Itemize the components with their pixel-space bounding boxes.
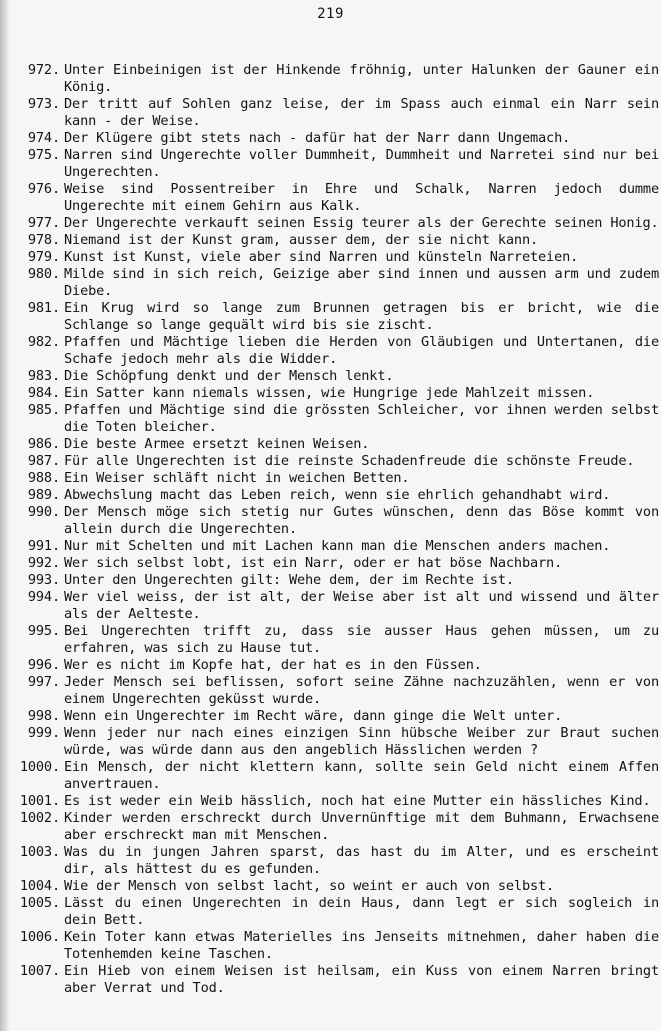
entry-text: Wenn ein Ungerechter im Recht wäre, dann ginge die Welt unter. (64, 708, 563, 724)
entry-number: 998. (27, 708, 60, 724)
entry-number: 980. (27, 266, 60, 282)
aphorism-entry (14, 844, 659, 878)
aphorism-entry (14, 232, 659, 249)
entry-number: 979. (27, 249, 60, 265)
entry-text: Ein Mensch, der nicht klettern kann, sollte sein Geld nicht einem Affen anvertrauen. (64, 759, 659, 792)
aphorism-entry (14, 300, 659, 334)
entry-number: 981. (27, 300, 60, 316)
entry-number: 997. (27, 674, 60, 690)
entry-text: Für alle Ungerechten ist die reinste Schadenfreude die schönste Freude. (64, 453, 635, 469)
entry-text: Es ist weder ein Weib hässlich, noch hat eine Mutter ein hässliches Kind. (64, 793, 651, 809)
entry-number: 1004. (19, 878, 60, 894)
entry-number: 982. (27, 334, 60, 350)
aphorism-entry (14, 96, 659, 130)
aphorism-entry (14, 504, 659, 538)
entry-text: Wer sich selbst lobt, ist ein Narr, oder er hat böse Nachbarn. (64, 555, 563, 571)
aphorism-entry (14, 62, 659, 96)
entry-number: 1006. (19, 929, 60, 945)
aphorism-entry (14, 249, 659, 266)
aphorism-entry (14, 436, 659, 453)
entry-number: 976. (27, 181, 60, 197)
entry-text: Milde sind in sich reich, Geizige aber sind innen und aussen arm und zudem Diebe. (64, 266, 659, 299)
aphorism-entry (14, 725, 659, 759)
entry-number: 1007. (19, 963, 60, 979)
entry-text: Pfaffen und Mächtige sind die grössten Schleicher, vor ihnen werden selbst die Toten bleicher. (64, 402, 659, 435)
aphorism-entry (14, 810, 659, 844)
aphorism-entry (14, 453, 659, 470)
entry-number: 994. (27, 589, 60, 605)
entry-number: 1005. (19, 895, 60, 911)
entry-text: Ein Krug wird so lange zum Brunnen getragen bis er bricht, wie die Schlange so lange gequält wird bis sie zischt. (64, 300, 659, 333)
entry-number: 991. (27, 538, 60, 554)
entry-text: Wenn jeder nur nach eines einzigen Sinn hübsche Weiber zur Braut suchen würde, was würde dann aus den angeblich Hässlichen werden ? (64, 725, 659, 758)
entry-text: Wer viel weiss, der ist alt, der Weise aber ist alt und wissend und älter als der Aelteste. (64, 589, 659, 622)
entry-number: 977. (27, 215, 60, 231)
page-edge-shadow (0, 0, 10, 1031)
aphorism-entry (14, 334, 659, 368)
entry-text: Kunst ist Kunst, viele aber sind Narren und künsteln Narreteien. (64, 249, 579, 265)
entry-text: Jeder Mensch sei beflissen, sofort seine Zähne nachzuzählen, wenn er von einem Ungerechten geküsst wurde. (64, 674, 659, 707)
entry-number: 973. (27, 96, 60, 112)
aphorism-entry (14, 181, 659, 215)
entry-text: Unter den Ungerechten gilt: Wehe dem, der im Rechte ist. (64, 572, 514, 588)
aphorism-entry (14, 929, 659, 963)
aphorism-entry (14, 487, 659, 504)
entry-number: 995. (27, 623, 60, 639)
entry-number: 972. (27, 62, 60, 78)
aphorism-list (14, 62, 659, 997)
entry-number: 975. (27, 147, 60, 163)
entry-number: 988. (27, 470, 60, 486)
aphorism-entry (14, 402, 659, 436)
entry-text: Der tritt auf Sohlen ganz leise, der im Spass auch einmal ein Narr sein kann - der Weise. (64, 96, 659, 129)
entry-text: Lässt du einen Ungerechten in dein Haus, dann legt er sich sogleich in dein Bett. (64, 895, 659, 928)
entry-number: 992. (27, 555, 60, 571)
aphorism-entry (14, 470, 659, 487)
entry-number: 999. (27, 725, 60, 741)
aphorism-entry (14, 708, 659, 725)
entry-number: 1000. (19, 759, 60, 775)
entry-text: Unter Einbeinigen ist der Hinkende fröhnig, unter Halunken der Gauner ein König. (64, 62, 659, 95)
aphorism-entry (14, 147, 659, 181)
aphorism-entry (14, 895, 659, 929)
entry-number: 974. (27, 130, 60, 146)
entry-number: 1002. (19, 810, 60, 826)
entry-number: 984. (27, 385, 60, 401)
entry-number: 986. (27, 436, 60, 452)
entry-text: Wie der Mensch von selbst lacht, so weint er auch von selbst. (64, 878, 555, 894)
entry-text: Bei Ungerechten trifft zu, dass sie ausser Haus gehen müssen, um zu erfahren, was sich zu Hause tut. (64, 623, 659, 656)
aphorism-entry (14, 215, 659, 232)
aphorism-entry (14, 385, 659, 402)
entry-number: 1001. (19, 793, 60, 809)
entry-number: 989. (27, 487, 60, 503)
aphorism-entry (14, 266, 659, 300)
entry-number: 996. (27, 657, 60, 673)
entry-text: Ein Hieb von einem Weisen ist heilsam, ein Kuss von einem Narren bringt aber Verrat und Tod. (64, 963, 659, 996)
aphorism-entry (14, 759, 659, 793)
entry-text: Der Mensch möge sich stetig nur Gutes wünschen, denn das Böse kommt von allein durch die Ungerechten. (64, 504, 659, 537)
aphorism-entry (14, 623, 659, 657)
aphorism-entry (14, 555, 659, 572)
aphorism-entry (14, 674, 659, 708)
aphorism-entry (14, 538, 659, 555)
entry-text: Kein Toter kann etwas Materielles ins Jenseits mitnehmen, daher haben die Totenhemden keine Taschen. (64, 929, 659, 962)
entry-number: 987. (27, 453, 60, 469)
entry-text: Wer es nicht im Kopfe hat, der hat es in den Füssen. (64, 657, 482, 673)
entry-text: Die beste Armee ersetzt keinen Weisen. (64, 436, 370, 452)
aphorism-entry (14, 572, 659, 589)
entry-text: Narren sind Ungerechte voller Dummheit, Dummheit und Narretei sind nur bei Ungerechten. (64, 147, 659, 180)
entry-text: Weise sind Possentreiber in Ehre und Schalk, Narren jedoch dumme Ungerechte mit einem Gehirn aus Kalk. (64, 181, 659, 214)
entry-text: Abwechslung macht das Leben reich, wenn sie ehrlich gehandhabt wird. (64, 487, 611, 503)
aphorism-entry (14, 793, 659, 810)
entry-text: Kinder werden erschreckt durch Unvernünftige mit dem Buhmann, Erwachsene aber erschreckt man mit Menschen. (64, 810, 659, 843)
entry-text: Die Schöpfung denkt und der Mensch lenkt. (64, 368, 394, 384)
entry-number: 983. (27, 368, 60, 384)
entry-text: Ein Weiser schläft nicht in weichen Betten. (64, 470, 410, 486)
entry-text: Niemand ist der Kunst gram, ausser dem, der sie nicht kann. (64, 232, 539, 248)
page-number: 219 (317, 6, 344, 22)
entry-number: 1003. (19, 844, 60, 860)
entry-text: Der Ungerechte verkauft seinen Essig teurer als der Gerechte seinen Honig. (64, 215, 659, 231)
entry-text: Ein Satter kann niemals wissen, wie Hungrige jede Mahlzeit missen. (64, 385, 595, 401)
entry-text: Nur mit Schelten und mit Lachen kann man die Menschen anders machen. (64, 538, 611, 554)
aphorism-entry (14, 878, 659, 895)
aphorism-entry (14, 368, 659, 385)
aphorism-entry (14, 589, 659, 623)
aphorism-entry (14, 657, 659, 674)
entry-text: Pfaffen und Mächtige lieben die Herden von Gläubigen und Untertanen, die Schafe jedoch mehr als die Widder. (64, 334, 659, 367)
entry-number: 978. (27, 232, 60, 248)
entry-number: 990. (27, 504, 60, 520)
entry-number: 993. (27, 572, 60, 588)
entry-text: Der Klügere gibt stets nach - dafür hat der Narr dann Ungemach. (64, 130, 571, 146)
entry-text: Was du in jungen Jahren sparst, das hast du im Alter, und es erscheint dir, als hättest du es gefunden. (64, 844, 659, 877)
entry-number: 985. (27, 402, 60, 418)
aphorism-entry (14, 963, 659, 997)
aphorism-entry (14, 130, 659, 147)
